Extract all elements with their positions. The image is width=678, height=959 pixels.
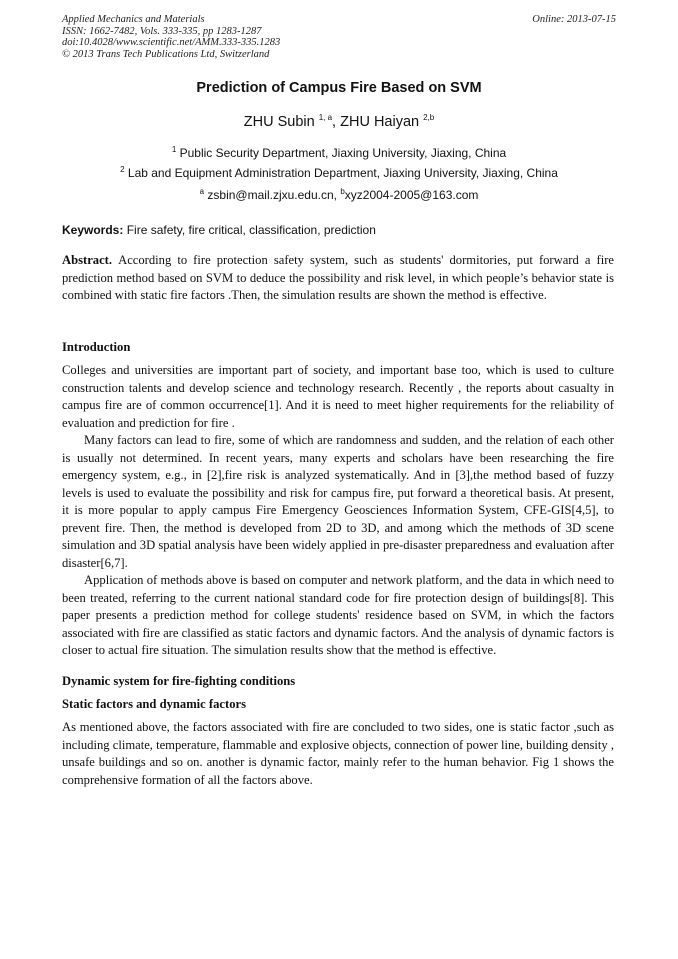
email-b-marker: b	[340, 187, 345, 196]
author-1-affiliation: 1, a	[318, 113, 333, 123]
author-line	[62, 114, 616, 130]
keywords-text: Fire safety, fire critical, classification, prediction	[126, 223, 376, 237]
introduction-paragraph-3: Application of methods above is based on computer and network platform, and the data in which need to been treated, referring to the current national standard code for fire protection design of buildings[8]. This paper presents a prediction method for college students' residence based on SVM, in which the factors associated with fire are classified as static factors and dynamic factors. And the analysis of dynamic factors is closer to actual fire situation. The simulation results show that the method is effective.	[62, 573, 614, 657]
journal-issn: ISSN: 1662-7482, Vols. 333-335, pp 1283-1287	[62, 25, 262, 37]
journal-name: Applied Mechanics and Materials	[62, 14, 205, 25]
keywords-label: Keywords:	[62, 223, 124, 237]
journal-doi: doi:10.4028/www.scientific.net/AMM.333-335.1283	[62, 37, 281, 48]
online-date: Online: 2013-07-15	[532, 14, 616, 25]
author-2: ZHU Haiyan	[340, 114, 420, 130]
email-a-marker: a	[199, 187, 205, 196]
affiliation-1-text: Public Security Department, Jiaxing University, Jiaxing, China	[179, 146, 507, 160]
affiliation-2-text: Lab and Equipment Administration Department, Jiaxing University, Jiaxing, China	[127, 166, 558, 180]
author-1: ZHU Subin	[243, 114, 315, 130]
affiliation-1	[62, 146, 616, 160]
paper-title: Prediction of Campus Fire Based on SVM	[196, 80, 482, 96]
section-2-subheading: Static factors and dynamic factors	[62, 697, 246, 711]
author-separator: ,	[332, 114, 341, 130]
introduction-body	[62, 362, 614, 660]
section-2-paragraph-1: As mentioned above, the factors associated with fire are concluded to two sides, one is static factor ,such as including climate, temperature, flammable and explosive objects, connection of power line, building density , unsafe buildings and so on. another is dynamic factor, mainly refer to the human behavior. Fig 1 shows the comprehensive formation of all the factors above.	[62, 720, 614, 787]
author-2-affiliation: 2,b	[423, 113, 435, 123]
introduction-paragraph-1: Colleges and universities are important part of society, and important base too, which is used to culture construction talents and develop science and technology research. Recently , the reports about casualty in campus fire are of common occurrence[1]. And it is need to meet higher requirements for the reliability of evaluation and prediction for fire .	[62, 363, 614, 430]
journal-copyright: © 2013 Trans Tech Publications Ltd, Switzerland	[62, 48, 270, 60]
introduction-paragraph-2: Many factors can lead to fire, some of which are randomness and sudden, and the relation of each other is usually not determined. In recent years, many experts and scholars have been researching the fire emergency system, e.g., in [2],fire risk is analyzed systematically. And in [3],the method based of fuzzy levels is used to evaluate the possibility and risk for campus fire, put forward a theoretical basis. At present, it is more popular to apply campus Fire Emergency Geosciences Information System, CFE-GIS[4,5], to prevent fire. Then, the method is developed from 2D to 3D, and among which the methods of 3D scene simulation and 3D spatial analysis have been widely applied in pre-disaster preparedness and evaluation after disaster[6,7].	[62, 433, 614, 570]
email-a: zsbin@mail.zjxu.edu.cn,	[207, 188, 341, 202]
affiliation-1-marker: 1	[171, 145, 177, 154]
affiliation-2	[62, 166, 616, 180]
introduction-heading: Introduction	[62, 340, 131, 354]
keywords	[62, 223, 616, 237]
abstract	[62, 252, 614, 305]
abstract-text: According to fire protection safety system, such as students' dormitories, put forward a fire prediction method based on SVM to deduce the possibility and risk level, in which people’s behavior state is combined with static fire factors .Then, the simulation results are shown the method is effective.	[62, 253, 615, 302]
affiliation-2-marker: 2	[120, 165, 125, 174]
email-b: xyz2004-2005@163.com	[344, 188, 479, 202]
section-2-body	[62, 719, 614, 789]
email-line	[62, 188, 616, 202]
section-2-heading: Dynamic system for fire-fighting conditions	[62, 674, 296, 688]
journal-header	[62, 14, 616, 60]
abstract-label: Abstract.	[62, 253, 113, 267]
